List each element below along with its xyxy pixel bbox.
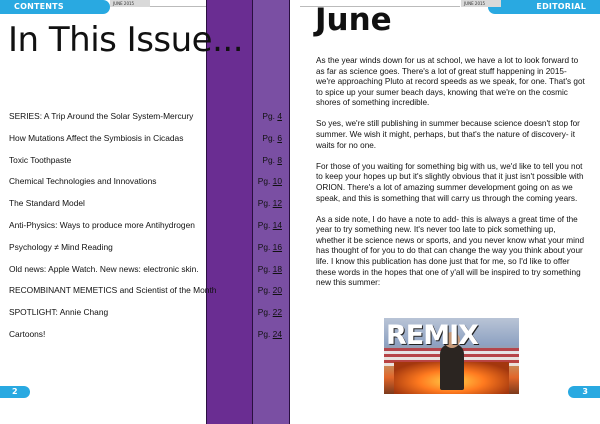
toc-item[interactable] — [9, 197, 283, 219]
toc-page[interactable] — [258, 328, 282, 340]
page-link[interactable]: 4 — [277, 111, 282, 121]
section-tab-editorial: EDITORIAL — [488, 0, 600, 14]
divider — [150, 6, 206, 7]
toc-page[interactable] — [262, 154, 282, 166]
toc-item[interactable] — [9, 306, 283, 328]
toc-page[interactable] — [258, 175, 282, 187]
table-of-contents — [9, 110, 283, 350]
toc-item[interactable] — [9, 154, 283, 176]
toc-title: Old news: Apple Watch. New news: electronic skin. — [9, 263, 199, 274]
toc-title: Psychology ≠ Mind Reading — [9, 241, 113, 252]
toc-title: Chemical Technologies and Innovations — [9, 176, 157, 187]
toc-item[interactable] — [9, 110, 283, 132]
toc-item[interactable] — [9, 219, 283, 241]
page-prefix: Pg. — [257, 219, 273, 230]
page-link[interactable]: 12 — [272, 198, 282, 209]
paragraph: So yes, we're still publishing in summer because science doesn't stop for summer. We wish it might, perhaps, but that's the nature of discovery- it waits for no one. — [316, 119, 580, 150]
page-prefix: Pg. — [257, 285, 273, 296]
page-link[interactable]: 10 — [272, 176, 282, 187]
page-prefix: Pg. — [257, 176, 273, 187]
page-link[interactable]: 8 — [277, 154, 282, 165]
toc-title: RECOMBINANT MEMETICS and Scientist of the Month — [9, 285, 217, 296]
page-prefix: Pg. — [257, 328, 273, 339]
remix-image — [384, 318, 519, 394]
toc-item[interactable] — [9, 263, 283, 285]
page-prefix: Pg. — [257, 198, 273, 209]
page-link[interactable]: 20 — [272, 285, 282, 296]
remix-text: REMIX — [386, 320, 478, 351]
toc-page[interactable] — [258, 306, 282, 318]
page-link[interactable]: 24 — [272, 328, 282, 339]
toc-item[interactable] — [9, 284, 283, 306]
toc-page[interactable] — [258, 197, 282, 209]
page-link[interactable]: 14 — [272, 219, 282, 230]
toc-page[interactable] — [258, 263, 282, 275]
date-label: JUNE 2015 — [461, 0, 501, 7]
page-title: In This Issue... — [8, 20, 244, 60]
toc-page[interactable] — [258, 219, 282, 231]
page-number: 2 — [0, 386, 30, 398]
page-link[interactable]: 22 — [272, 307, 282, 318]
page-prefix: Pg. — [262, 154, 278, 165]
toc-title: SPOTLIGHT: Annie Chang — [9, 307, 109, 318]
page-number: 3 — [568, 386, 600, 398]
toc-item[interactable] — [9, 241, 283, 263]
toc-page[interactable] — [262, 110, 282, 122]
page-link[interactable]: 18 — [272, 263, 282, 274]
paragraph: As the year winds down for us at school, we have a lot to look forward to as far as science goes. There's a lot of great stuff happening in 2015- we're approaching Pluto at record speeds as we speak, for one. That's got to spice up your sumer beach days, knowing that we're on the cosmic shores of something incredible. — [316, 56, 585, 108]
toc-title: Toxic Toothpaste — [9, 154, 72, 165]
toc-title: How Mutations Affect the Symbiosis in Cicadas — [9, 132, 184, 143]
toc-page[interactable] — [258, 241, 282, 253]
paragraph: For those of you waiting for something big with us, we'd like to tell you not to keep your hopes up but it's slightly obvious that it just isn't possible with ORION. There's a lot of amazing summer development going on as we speak, and this is something that will carry us through the coming years. — [316, 161, 584, 203]
page-prefix: Pg. — [257, 263, 273, 274]
page-prefix: Pg. — [257, 307, 273, 318]
toc-page[interactable] — [258, 284, 282, 296]
toc-item[interactable] — [9, 328, 283, 350]
toc-item[interactable] — [9, 132, 283, 154]
editorial-body — [316, 56, 586, 299]
page-prefix: Pg. — [257, 241, 273, 252]
toc-title: Cartoons! — [9, 328, 46, 339]
toc-page[interactable] — [262, 132, 282, 144]
paragraph: As a side note, I do have a note to add- this is always a great time of the year to try something new. It's never too late to pick something up, whether it be science news or sports, and you never know what your mind has thought of for you to do that can change the way you think about your life. I know this publication has done just that for me, so I'd like to offer these words in the hopes that one of y'all will be inspired to try something new this summer: — [316, 214, 585, 288]
toc-title: SERIES: A Trip Around the Solar System-Mercury — [9, 111, 194, 121]
toc-title: The Standard Model — [9, 198, 85, 209]
section-tab-contents: CONTENTS — [0, 0, 110, 14]
page-prefix: Pg. — [262, 132, 278, 143]
page-link[interactable]: 16 — [272, 241, 282, 252]
editorial-title: June — [315, 2, 392, 38]
date-label: JUNE 2015 — [110, 0, 150, 7]
page-prefix: Pg. — [262, 111, 278, 121]
toc-title: Anti-Physics: Ways to produce more Antihydrogen — [9, 219, 195, 230]
page-link[interactable]: 6 — [277, 132, 282, 143]
toc-item[interactable] — [9, 175, 283, 197]
